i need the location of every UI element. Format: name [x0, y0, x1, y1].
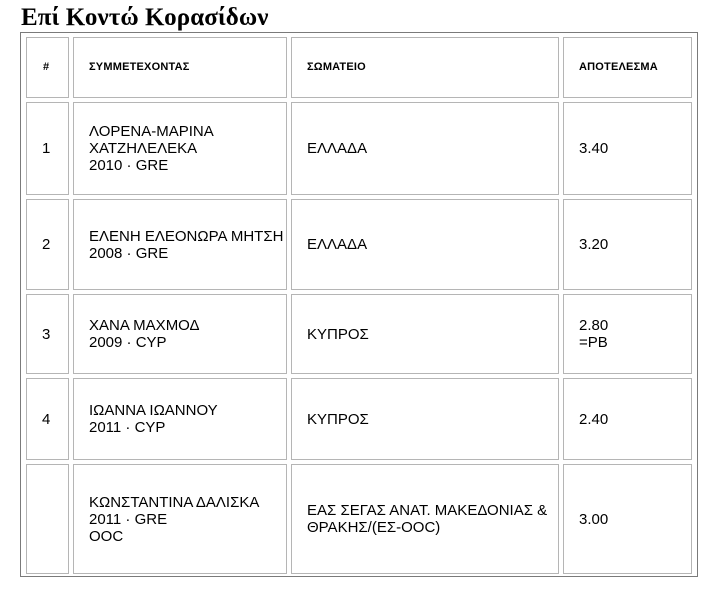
- athlete-cell: [73, 464, 287, 574]
- table-row: [26, 294, 692, 374]
- result-column-header: ΑΠΟΤΕΛΕΣΜΑ: [563, 37, 692, 98]
- athlete-column-header: ΣΥΜΜΕΤΕΧΟΝΤΑΣ: [73, 37, 287, 98]
- result-cell: [563, 102, 692, 195]
- rank-cell: 2: [26, 199, 69, 290]
- results-table-frame: [20, 32, 698, 577]
- table-row: [26, 199, 692, 290]
- club-cell: ΚΥΠΡΟΣ: [291, 294, 559, 374]
- result-value: 2.80: [579, 317, 609, 334]
- table-row: [26, 464, 692, 574]
- results-table: [22, 33, 696, 578]
- table-row: [26, 102, 692, 195]
- result-cell: [563, 464, 692, 574]
- table-header-row: [26, 37, 692, 98]
- athlete-birth-year-country: 2008 · GRE: [89, 244, 169, 262]
- rank-cell: 3: [26, 294, 69, 374]
- rank-cell: 1: [26, 102, 69, 195]
- result-cell: [563, 294, 692, 374]
- athlete-birth-year-country: 2009 · CYP: [89, 334, 167, 351]
- result-value: 3.00: [579, 510, 609, 528]
- athlete-cell: [73, 102, 287, 195]
- result-value: 3.40: [579, 140, 609, 157]
- club-cell: ΕΑΣ ΣΕΓΑΣ ΑΝΑΤ. ΜΑΚΕΔΟΝΙΑΣ & ΘΡΑΚΗΣ/(ΕΣ-ΟΟC): [291, 464, 559, 574]
- athlete-name: ΙΩΑΝΝΑ ΙΩΑΝΝΟΥ: [89, 402, 218, 419]
- athlete-cell: [73, 199, 287, 290]
- athlete-birth-year-country: 2010 · GRE: [89, 157, 169, 174]
- athlete-cell: [73, 378, 287, 460]
- athlete-birth-year-country: 2011 · CYP: [89, 419, 166, 436]
- athlete-name: ΚΩΝΣΤΑΝΤΙΝΑ ΔΑΛΙΣΚΑ: [89, 493, 260, 511]
- club-cell: ΕΛΛΑΔΑ: [291, 199, 559, 290]
- result-cell: [563, 199, 692, 290]
- athlete-name: ΧΑΝΑ ΜΑΧΜΟΔ: [89, 317, 200, 334]
- rank-cell: 4: [26, 378, 69, 460]
- rank-cell: [26, 464, 69, 574]
- athlete-cell: [73, 294, 287, 374]
- athlete-name: ΛΟΡΕΝΑ-ΜΑΡΙΝΑ ΧΑΤΖΗΛΕΛΕΚΑ: [89, 123, 213, 157]
- athlete-ooc-label: OOC: [89, 527, 124, 545]
- club-column-header: ΣΩΜΑΤΕΙΟ: [291, 37, 559, 98]
- club-cell: ΕΛΛΑΔΑ: [291, 102, 559, 195]
- club-cell: ΚΥΠΡΟΣ: [291, 378, 559, 460]
- rank-column-header: #: [26, 37, 69, 98]
- athlete-name: ΕΛΕΝΗ ΕΛΕΟΝΩΡΑ ΜΗΤΣΗ: [89, 227, 284, 245]
- result-value: 2.40: [579, 410, 609, 428]
- result-note: =PB: [579, 334, 608, 351]
- result-value: 3.20: [579, 236, 609, 253]
- athlete-birth-year-country: 2011 · GRE: [89, 510, 168, 528]
- page-title: Επί Κοντώ Κορασίδων: [21, 4, 269, 31]
- result-cell: [563, 378, 692, 460]
- table-row: [26, 378, 692, 460]
